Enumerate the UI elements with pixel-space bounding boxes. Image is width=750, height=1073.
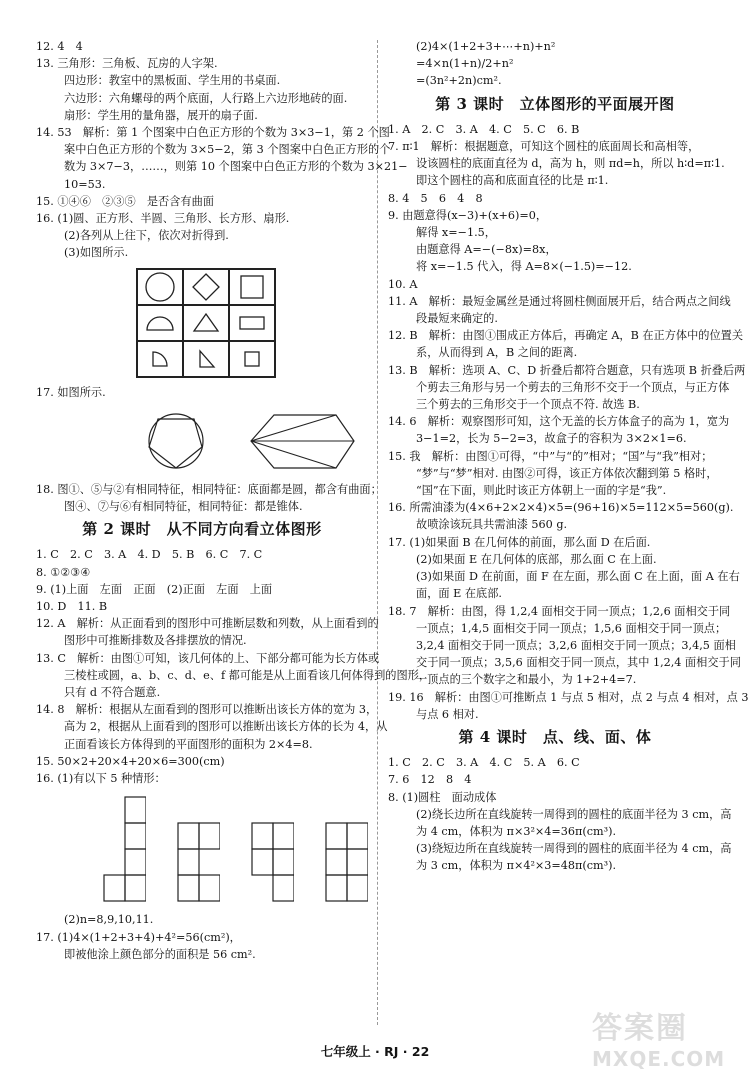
answer-line: (3)如果面 D 在前面，面 F 在左面，那么面 C 在上面，面 A 在右 bbox=[416, 570, 740, 584]
answer-line: 14. 6 解析：观察图形可知，这个无盖的长方体盒子的高为 1，宽为 bbox=[388, 415, 730, 429]
answer-line: 19. 16 解析：由图①可推断点 1 与点 5 相对，点 2 与点 4 相对，点 3 bbox=[388, 690, 749, 704]
grid-cell-diamond bbox=[183, 269, 229, 305]
answer-line: 15. 50×2+20×4+20×6=300(cm) bbox=[36, 754, 225, 768]
watermark-line1: 答案圈 bbox=[592, 1011, 688, 1046]
section-4-title: 第 4 课时 点、线、面、体 bbox=[458, 727, 652, 746]
answer-line: 故喷涂该玩具共需油漆 560 g. bbox=[416, 518, 568, 532]
answer-line: 四边形：教室中的黑板面、学生用的书桌面. bbox=[64, 74, 281, 88]
answer-line: 7. 6 12 8 4 bbox=[388, 773, 472, 787]
answer-line: “梦”与“梦”相对. 由图②可得，该正方体依次翻到第 5 格时， bbox=[416, 466, 718, 480]
answer-line: 1. C 2. C 3. A 4. D 5. B 6. C 7. C bbox=[36, 548, 263, 562]
column-divider bbox=[377, 40, 378, 1025]
answer-line: 图形中可推断排数及各排摆放的情况. bbox=[64, 634, 247, 648]
watermark-logo bbox=[592, 1003, 742, 1071]
answer-line: 三棱柱或圆，a、b、c、d、e、f 都可能是从上面看该几何体得到的图形， bbox=[64, 668, 431, 682]
right-column bbox=[388, 38, 749, 875]
answer-line: 高为 2，根据从上面看到的图形可以推断出该长方体的长为 4，从 bbox=[64, 720, 388, 734]
answer-line: 即这个圆柱的高和底面直径的比是 π∶1. bbox=[416, 174, 609, 188]
answer-line: 14. 53 解析：第 1 个图案中白色正方形的个数为 3×3−1，第 2 个图 bbox=[36, 126, 390, 140]
answer-line: 面，面 E 在底部. bbox=[416, 587, 502, 601]
answer-line: 9. (1)上面 左面 正面 (2)正面 左面 上面 bbox=[36, 582, 273, 596]
answer-line: 一顶点的三个数字之和最小，为 1+2+4=7. bbox=[416, 673, 637, 687]
answer-line: 15. ①④⑥ ②③⑤ 是否含有曲面 bbox=[36, 194, 214, 208]
answer-line: 17. (1)4×(1+2+3+4)+4²=56(cm²)， bbox=[36, 930, 241, 944]
grid-cell-triangle bbox=[183, 305, 229, 341]
stack-figure-3 bbox=[250, 793, 294, 905]
answer-line: (2)如果面 E 在几何体的底部，那么面 C 在上面. bbox=[416, 552, 657, 566]
pentagon-in-circle-figure bbox=[136, 405, 216, 477]
grid-cell-square bbox=[229, 269, 275, 305]
answer-line: 16. 所需油漆为(4×6+2×2×4)×5=(96+16)×5=112×5=560(g). bbox=[388, 501, 734, 515]
grid-cell-semicircle bbox=[137, 305, 183, 341]
answer-line: =4×n(1+n)/2+n² bbox=[416, 57, 514, 71]
page-footer: 七年级上 · RJ · 22 bbox=[320, 1044, 430, 1059]
answer-line: 为 3 cm，体积为 π×4²×3=48π(cm³). bbox=[416, 859, 617, 873]
answer-line: 12. 4 4 bbox=[36, 40, 83, 53]
answer-line: 10=53. bbox=[64, 177, 106, 191]
answer-lines-b-right bbox=[388, 121, 749, 723]
answer-line: 13. B 解析：选项 A、C、D 折叠后都符合题意，只有选项 B 折叠后两 bbox=[388, 363, 746, 377]
answer-line: 8. ①②③④ bbox=[36, 565, 91, 579]
answer-line: 8. (1)圆柱 面动成体 bbox=[388, 790, 497, 804]
watermark-line2: MXQE.COM bbox=[592, 1047, 726, 1071]
grid-cell-small-square bbox=[229, 341, 275, 377]
stack-figure-2 bbox=[176, 793, 220, 905]
stack-figure-4 bbox=[324, 793, 368, 905]
answer-line: 15. 我 解析：由图①可得，“中”与“的”相对；“国”与“我”相对； bbox=[388, 449, 713, 463]
answer-line: 数为 3×7−3，……，则第 10 个图案中白色正方形的个数为 3×21− bbox=[64, 160, 408, 174]
answer-line: 由题意得 A=−(−8x)=8x， bbox=[416, 243, 557, 257]
answer-line: 1. C 2. C 3. A 4. C 5. A 6. C bbox=[388, 756, 580, 770]
answer-line: 图④、⑦与⑥有相同特征，相同特征：都是锥体. bbox=[64, 500, 303, 514]
answer-line: 10. A bbox=[388, 277, 418, 291]
answer-line: 18. 7 解析：由图，得 1,2,4 面相交于同一顶点；1,2,6 面相交于同 bbox=[388, 604, 731, 618]
answer-line: =(3n²+2n)cm². bbox=[416, 74, 502, 88]
answer-line: 正面看该长方体得到的平面图形的面积为 2×4=8. bbox=[64, 737, 313, 751]
answer-line: (3)绕短边所在直线旋转一周得到的圆柱的底面半径为 4 cm，高 bbox=[416, 842, 732, 856]
answer-line: 16. (1)圆、正方形、半圆、三角形、长方形、扇形. bbox=[36, 212, 290, 226]
answer-lines-a-right bbox=[388, 38, 722, 90]
answer-line: (2)各列从上往下，依次对折得到. bbox=[64, 229, 229, 243]
stack-figure-1 bbox=[102, 793, 146, 905]
answer-line: 1. A 2. C 3. A 4. C 5. C 6. B bbox=[388, 122, 580, 136]
answer-line: (2)4×(1+2+3+⋯+n)+n² bbox=[416, 40, 556, 53]
answer-line: 个剪去三角形与另一个剪去的三角形不交于一个顶点，与正方体 bbox=[416, 380, 730, 394]
shape-grid-figure bbox=[136, 268, 276, 378]
grid-cell-rectangle bbox=[229, 305, 275, 341]
answer-line: 将 x=−1.5 代入，得 A=8×(−1.5)=−12. bbox=[416, 260, 632, 274]
answer-line: (3)如图所示. bbox=[64, 246, 129, 260]
answer-line: 扇形：学生用的量角器，展开的扇子面. bbox=[64, 108, 258, 122]
section-2-title: 第 2 课时 从不同方向看立体图形 bbox=[82, 520, 322, 539]
answer-line: 16. (1)有以下 5 种情形： bbox=[36, 772, 166, 786]
answer-line: 设该圆柱的底面直径为 d，高为 h，则 πd=h，所以 h∶d=π∶1. bbox=[416, 157, 725, 171]
answer-lines-c-right bbox=[388, 754, 732, 874]
answer-lines-d bbox=[36, 911, 368, 963]
answer-line: “国”在下面，则此时该正方体朝上一面的字是“我”. bbox=[416, 484, 667, 498]
answer-line: 案中白色正方形的个数为 3×5−2，第 3 个图案中白色正方形的个 bbox=[64, 143, 391, 157]
grid-cell-circle bbox=[137, 269, 183, 305]
section-3-title: 第 3 课时 立体图形的平面展开图 bbox=[435, 94, 675, 113]
answer-line: 8. 4 5 6 4 8 bbox=[388, 191, 483, 205]
answer-lines-b bbox=[36, 481, 382, 515]
answer-line: 即被他涂上颜色部分的面积是 56 cm². bbox=[64, 947, 256, 961]
answer-line: 13. C 解析：由图①可知，该几何体的上、下部分都可能为长方体或 bbox=[36, 651, 380, 665]
answer-line: 六边形：六角螺母的两个底面，人行路上六边形地砖的面. bbox=[64, 91, 348, 105]
answer-line: 12. A 解析：从正面看到的图形中可推断层数和列数，从上面看到的 bbox=[36, 617, 379, 631]
answer-line: 9. 由题意得(x−3)+(x+6)=0， bbox=[388, 208, 548, 222]
hexagon-diagonals-figure bbox=[246, 405, 358, 477]
answer-line: 3,2,4 面相交于同一顶点；3,2,6 面相交于同一顶点；3,4,5 面相 bbox=[416, 638, 736, 652]
question-17-text: 17. 如图所示. bbox=[36, 385, 106, 399]
answer-line: 10. D 11. B bbox=[36, 600, 108, 614]
answer-line: (2)绕长边所在直线旋转一周得到的圆柱的底面半径为 3 cm，高 bbox=[416, 807, 732, 821]
answer-line: 解得 x=−1.5， bbox=[416, 226, 496, 240]
cube-stack-figures bbox=[102, 793, 368, 905]
q17-figures bbox=[136, 405, 368, 477]
answer-line: 11. A 解析：最短金属丝是通过将圆柱侧面展开后，结合两点之间线 bbox=[388, 294, 731, 308]
answer-line: 段最短来确定的. bbox=[416, 312, 498, 326]
answer-line: 7. π∶1 解析：根据题意，可知这个圆柱的底面周长和高相等， bbox=[388, 140, 700, 154]
answer-line: 交于同一顶点；3,5,6 面相交于同一顶点，其中 1,2,4 面相交于同 bbox=[416, 656, 741, 670]
answer-line: (2)n=8,9,10,11. bbox=[64, 913, 154, 927]
answer-line: 一顶点；1,4,5 面相交于同一顶点；1,5,6 面相交于同一顶点； bbox=[416, 621, 727, 635]
grid-cell-small-triangle bbox=[183, 341, 229, 377]
answer-line: 18. 图①、⑤与②有相同特征，相同特征：底面都是圆，都含有曲面； bbox=[36, 482, 382, 496]
answer-line: 只有 d 不符合题意. bbox=[64, 686, 161, 700]
answer-line: 系，从而得到 A，B 之间的距离. bbox=[416, 346, 578, 360]
answer-line: 为 4 cm，体积为 π×3²×4=36π(cm³). bbox=[416, 824, 617, 838]
answer-line: 3−1=2，长为 5−2=3，故盒子的容积为 3×2×1=6. bbox=[416, 432, 687, 446]
answer-line: 17. (1)如果面 B 在几何体的前面，那么面 D 在后面. bbox=[388, 535, 651, 549]
answer-line: 13. 三角形：三角板、瓦房的人字架. bbox=[36, 57, 218, 71]
answer-line: 14. 8 解析：根据从左面看到的图形可以推断出该长方体的宽为 3， bbox=[36, 703, 378, 717]
answer-lines-a bbox=[36, 38, 408, 262]
grid-cell-sector bbox=[137, 341, 183, 377]
answer-line: 与点 6 相对. bbox=[416, 707, 479, 721]
answer-line: 12. B 解析：由图①围成正方体后，再确定 A，B 在正方体中的位置关 bbox=[388, 329, 744, 343]
answer-line: 三个剪去的三角形交于一个顶点不符. 故选 B. bbox=[416, 398, 640, 412]
